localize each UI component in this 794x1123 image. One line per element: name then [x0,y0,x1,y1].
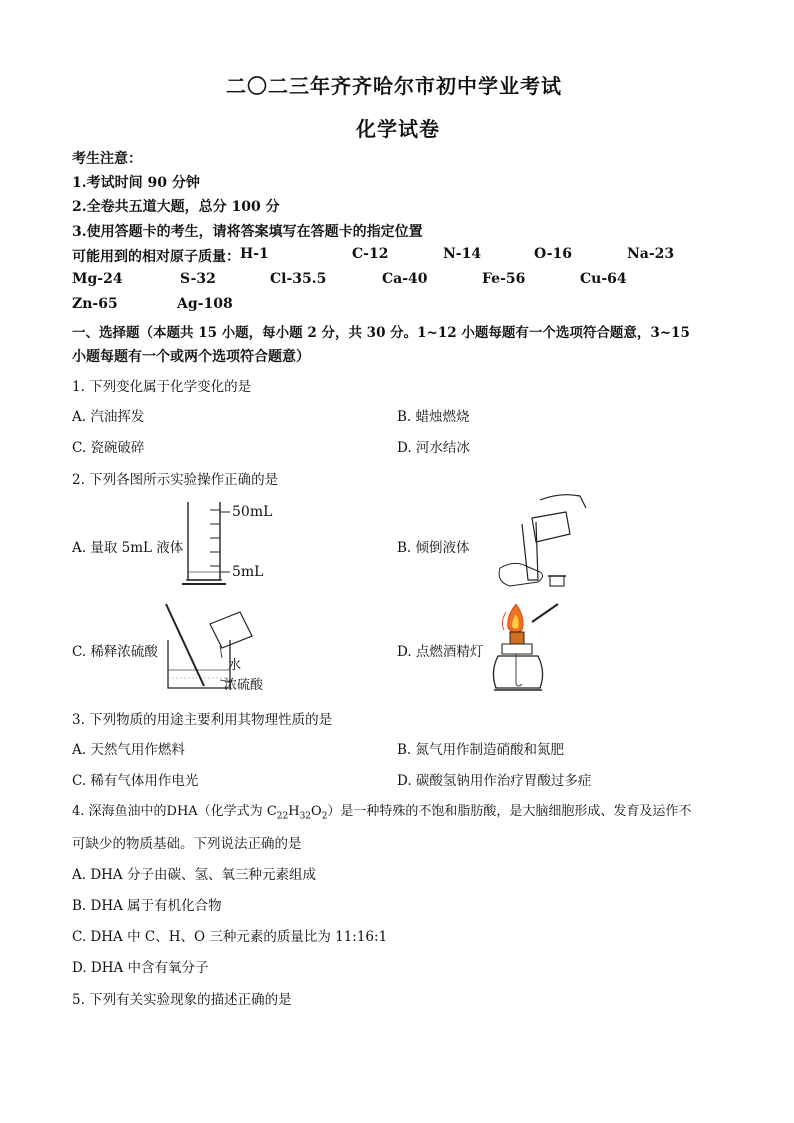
q4-option-b: B. DHA 属于有机化合物 [72,898,222,914]
q4-formula-o: O [311,804,322,819]
q3-option-c: C. 稀有气体用作电光 [72,773,199,789]
q2-option-d: D. 点燃酒精灯 [397,644,484,660]
cylinder-label-5ml: 5mL [232,564,264,580]
q1-option-d: D. 河水结冰 [397,440,470,456]
section1-heading: 一、选择题（本题共 15 小题，每小题 2 分，共 30 分。1~12 小题每题有一个选项符合题意，3~15 [72,325,690,341]
atomic-mass-c: C-12 [352,246,389,262]
q3-option-a: A. 天然气用作燃料 [72,742,185,758]
atomic-mass-na: Na-23 [627,246,675,262]
section1-heading-cont: 小题每题有一个或两个选项符合题意） [72,349,310,365]
notice-item-3: 3.使用答题卡的考生，请将答案填写在答题卡的指定位置 [72,224,423,240]
atomic-mass-ag: Ag-108 [177,296,233,312]
atomic-mass-h: H-1 [240,246,269,262]
diluting-label-acid: 浓硫酸 [224,678,264,693]
notice-item-1: 1.考试时间 90 分钟 [72,175,200,191]
atomic-mass-zn: Zn-65 [72,296,118,312]
q4-option-c: C. DHA 中 C、H、O 三种元素的质量比为 11:16:1 [72,929,388,945]
q1-option-b: B. 蜡烛燃烧 [397,409,470,425]
diluting-label-water: 水 [228,658,242,673]
q2-option-c: C. 稀释浓硫酸 [72,644,158,660]
notice-item-2: 2.全卷共五道大题，总分 100 分 [72,199,280,215]
q2-option-b: B. 倾倒液体 [397,540,470,556]
atomic-mass-fe: Fe-56 [482,271,526,287]
q4-stem-cont: 可缺少的物质基础。下列说法正确的是 [72,836,302,852]
q4-formula-sub-c: 22 [276,811,289,822]
atomic-mass-label: 可能用到的相对原子质量： [72,249,240,265]
exam-subtitle: 化学试卷 [356,117,440,141]
q4-formula-sub-o: 2 [321,811,328,822]
atomic-mass-cl: Cl-35.5 [270,271,327,287]
atomic-mass-o: O-16 [534,246,573,262]
q5-stem: 5. 下列有关实验现象的描述正确的是 [72,992,292,1008]
q3-option-b: B. 氮气用作制造硝酸和氮肥 [397,742,565,758]
notice-heading: 考生注意： [72,151,142,167]
q4-option-d: D. DHA 中含有氧分子 [72,960,209,976]
q3-option-d: D. 碳酸氢钠用作治疗胃酸过多症 [397,773,592,789]
cylinder-label-50ml: 50mL [232,504,273,520]
q3-stem: 3. 下列物质的用途主要利用其物理性质的是 [72,712,333,728]
q4-option-a: A. DHA 分子由碳、氢、氧三种元素组成 [72,867,316,883]
q4-stem [72,800,691,822]
q4-stem-pre: 4. 深海鱼油中的DHA（化学式为 C [72,804,277,819]
exam-title: 二〇二三年齐齐哈尔市初中学业考试 [226,74,562,98]
q4-formula-h: H [288,804,300,819]
alcohol-lamp-figure [488,600,568,700]
q2-option-a: A. 量取 5mL 液体 [72,540,184,556]
atomic-mass-s: S-32 [180,271,216,287]
q4-stem-post: ）是一种特殊的不饱和脂肪酸，是大脑细胞形成、发育及运作不 [327,804,692,819]
pouring-liquid-figure [470,490,600,595]
q1-stem: 1. 下列变化属于化学变化的是 [72,379,252,395]
atomic-mass-ca: Ca-40 [382,271,428,287]
q2-stem: 2. 下列各图所示实验操作正确的是 [72,472,279,488]
atomic-mass-cu: Cu-64 [580,271,627,287]
q4-formula-sub-h: 32 [299,811,312,822]
atomic-mass-n: N-14 [443,246,482,262]
q1-option-c: C. 瓷碗破碎 [72,440,145,456]
atomic-mass-mg: Mg-24 [72,271,123,287]
q1-option-a: A. 汽油挥发 [72,409,145,425]
